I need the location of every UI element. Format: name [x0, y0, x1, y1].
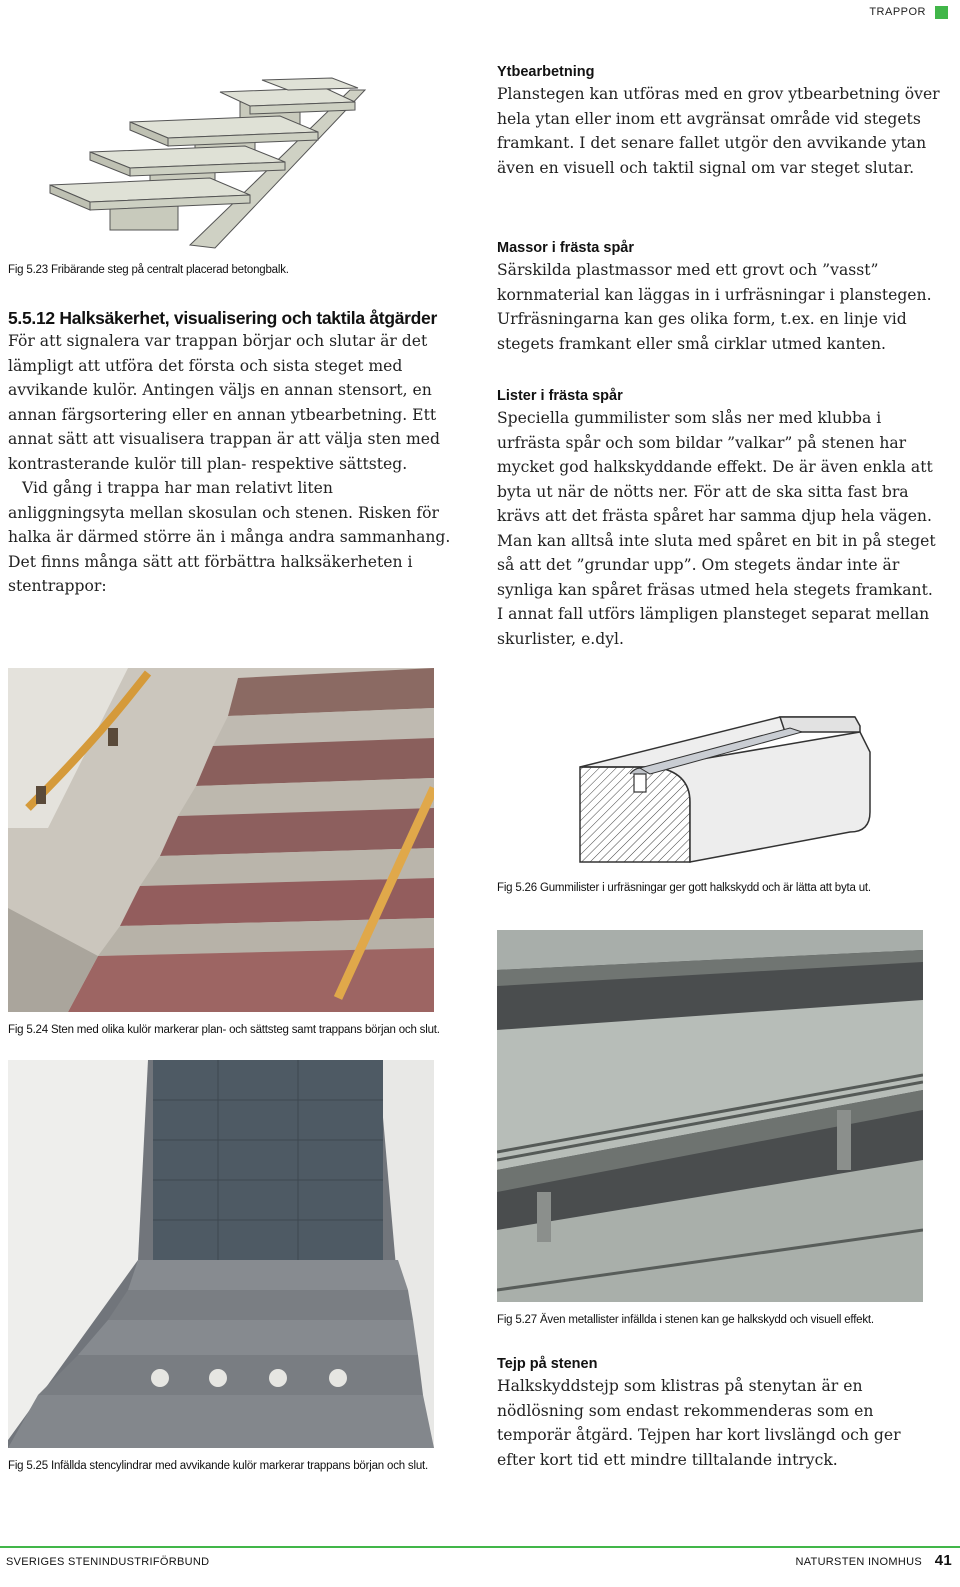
fig524-caption: Fig 5.24 Sten med olika kulör markerar plan- och sättsteg samt trappans början och slut.	[8, 1024, 440, 1036]
fig523-illustration	[40, 70, 400, 250]
lister-text: Speciella gummilister som slås ner med klubba i urfrästa spår och som bildar ”valkar” på stenen har mycket god halkskyddande effekt. De är även enkla att byta ut när de nötts ner. För att de ska sitta fast bra krävs att det frästa spåret har samma djup hela vägen. Man kan alltså inte sluta med spåret en bit in på steget så att det ”grundar upp”. Om stegets ändar inte är synliga kan spåret fräsas utmed hela stegets framkant. I annat fall utförs lämpligen plansteget separat mellan skurlister, e.dyl.	[497, 409, 936, 648]
footer-rule	[0, 1546, 960, 1548]
footer-publication: NATURSTEN INOMHUS	[795, 1556, 922, 1568]
tejp-heading: Tejp på stenen	[497, 1356, 598, 1372]
fig525-photo	[8, 1060, 434, 1448]
ytbearbetning-heading: Ytbearbetning	[497, 64, 595, 80]
massor-text: Särskilda plastmassor med ett grovt och ”vasst” kornmaterial kan läggas in i urfräsningar i planstegen. Urfräsningarna kan ges olika form, t.ex. en linje vid stegets framkant eller små cirklar utmed kanten.	[497, 261, 932, 353]
footer-publisher: SVERIGES STENINDUSTRIFÖRBUND	[6, 1556, 210, 1568]
section-paragraph-1: För att signalera var trappan börjar och slutar är det lämpligt att utföra det första och sista steget med avvikande kulör. Antingen väljs en annan stensort, en annan färgsortering eller en annan ytbearbetning. Ett annat sätt att visualisera trappan är att välja sten med kontrasterande kulör till plan- respektive sättsteg.	[8, 332, 440, 473]
section-heading: 5.5.12 Halksäkerhet, visualisering och taktila åtgärder	[8, 308, 437, 328]
fig523-caption: Fig 5.23 Fribärande steg på centralt placerad betongbalk.	[8, 264, 289, 276]
fig524-photo	[8, 668, 434, 1012]
section-label: TRAPPOR	[869, 6, 926, 18]
fig525-caption: Fig 5.25 Infällda stencylindrar med avvikande kulör markerar trappans början och slut.	[8, 1460, 429, 1472]
ytbearbetning-block	[497, 64, 943, 180]
section-text-block	[8, 308, 454, 599]
fig526-caption: Fig 5.26 Gummilister i urfräsningar ger gott halkskydd och är lätta att byta ut.	[497, 882, 871, 894]
page-number: 41	[934, 1552, 952, 1569]
massor-heading: Massor i frästa spår	[497, 240, 635, 256]
section-paragraph-2: Vid gång i trappa har man relativt liten anliggningsyta mellan skosulan och stenen. Risken för halka är därmed större än i många andra sammanhang. Det finns många sätt att förbättra halksäkerheten i stentrappor:	[8, 479, 451, 595]
section-color-marker	[935, 6, 948, 19]
fig527-photo	[497, 930, 923, 1302]
fig527-caption: Fig 5.27 Även metallister infällda i stenen kan ge halkskydd och visuell effekt.	[497, 1314, 874, 1326]
lister-heading: Lister i frästa spår	[497, 388, 623, 404]
massor-block	[497, 240, 943, 356]
tejp-block	[497, 1356, 943, 1472]
ytbearbetning-text: Planstegen kan utföras med en grov ytbearbetning över hela ytan eller inom ett avgränsat område vid stegets framkant. I det senare fallet utgör den avvikande ytan även en visuell och taktil signal om var steget slutar.	[497, 85, 940, 177]
tejp-text: Halkskyddstejp som klistras på stenytan är en nödlösning som endast rekommenderas som en temporär åtgärd. Tejpen har kort livslängd och ger efter kort tid ett mindre tilltalande intryck.	[497, 1377, 901, 1469]
fig526-illustration	[570, 712, 890, 872]
lister-block	[497, 388, 943, 651]
